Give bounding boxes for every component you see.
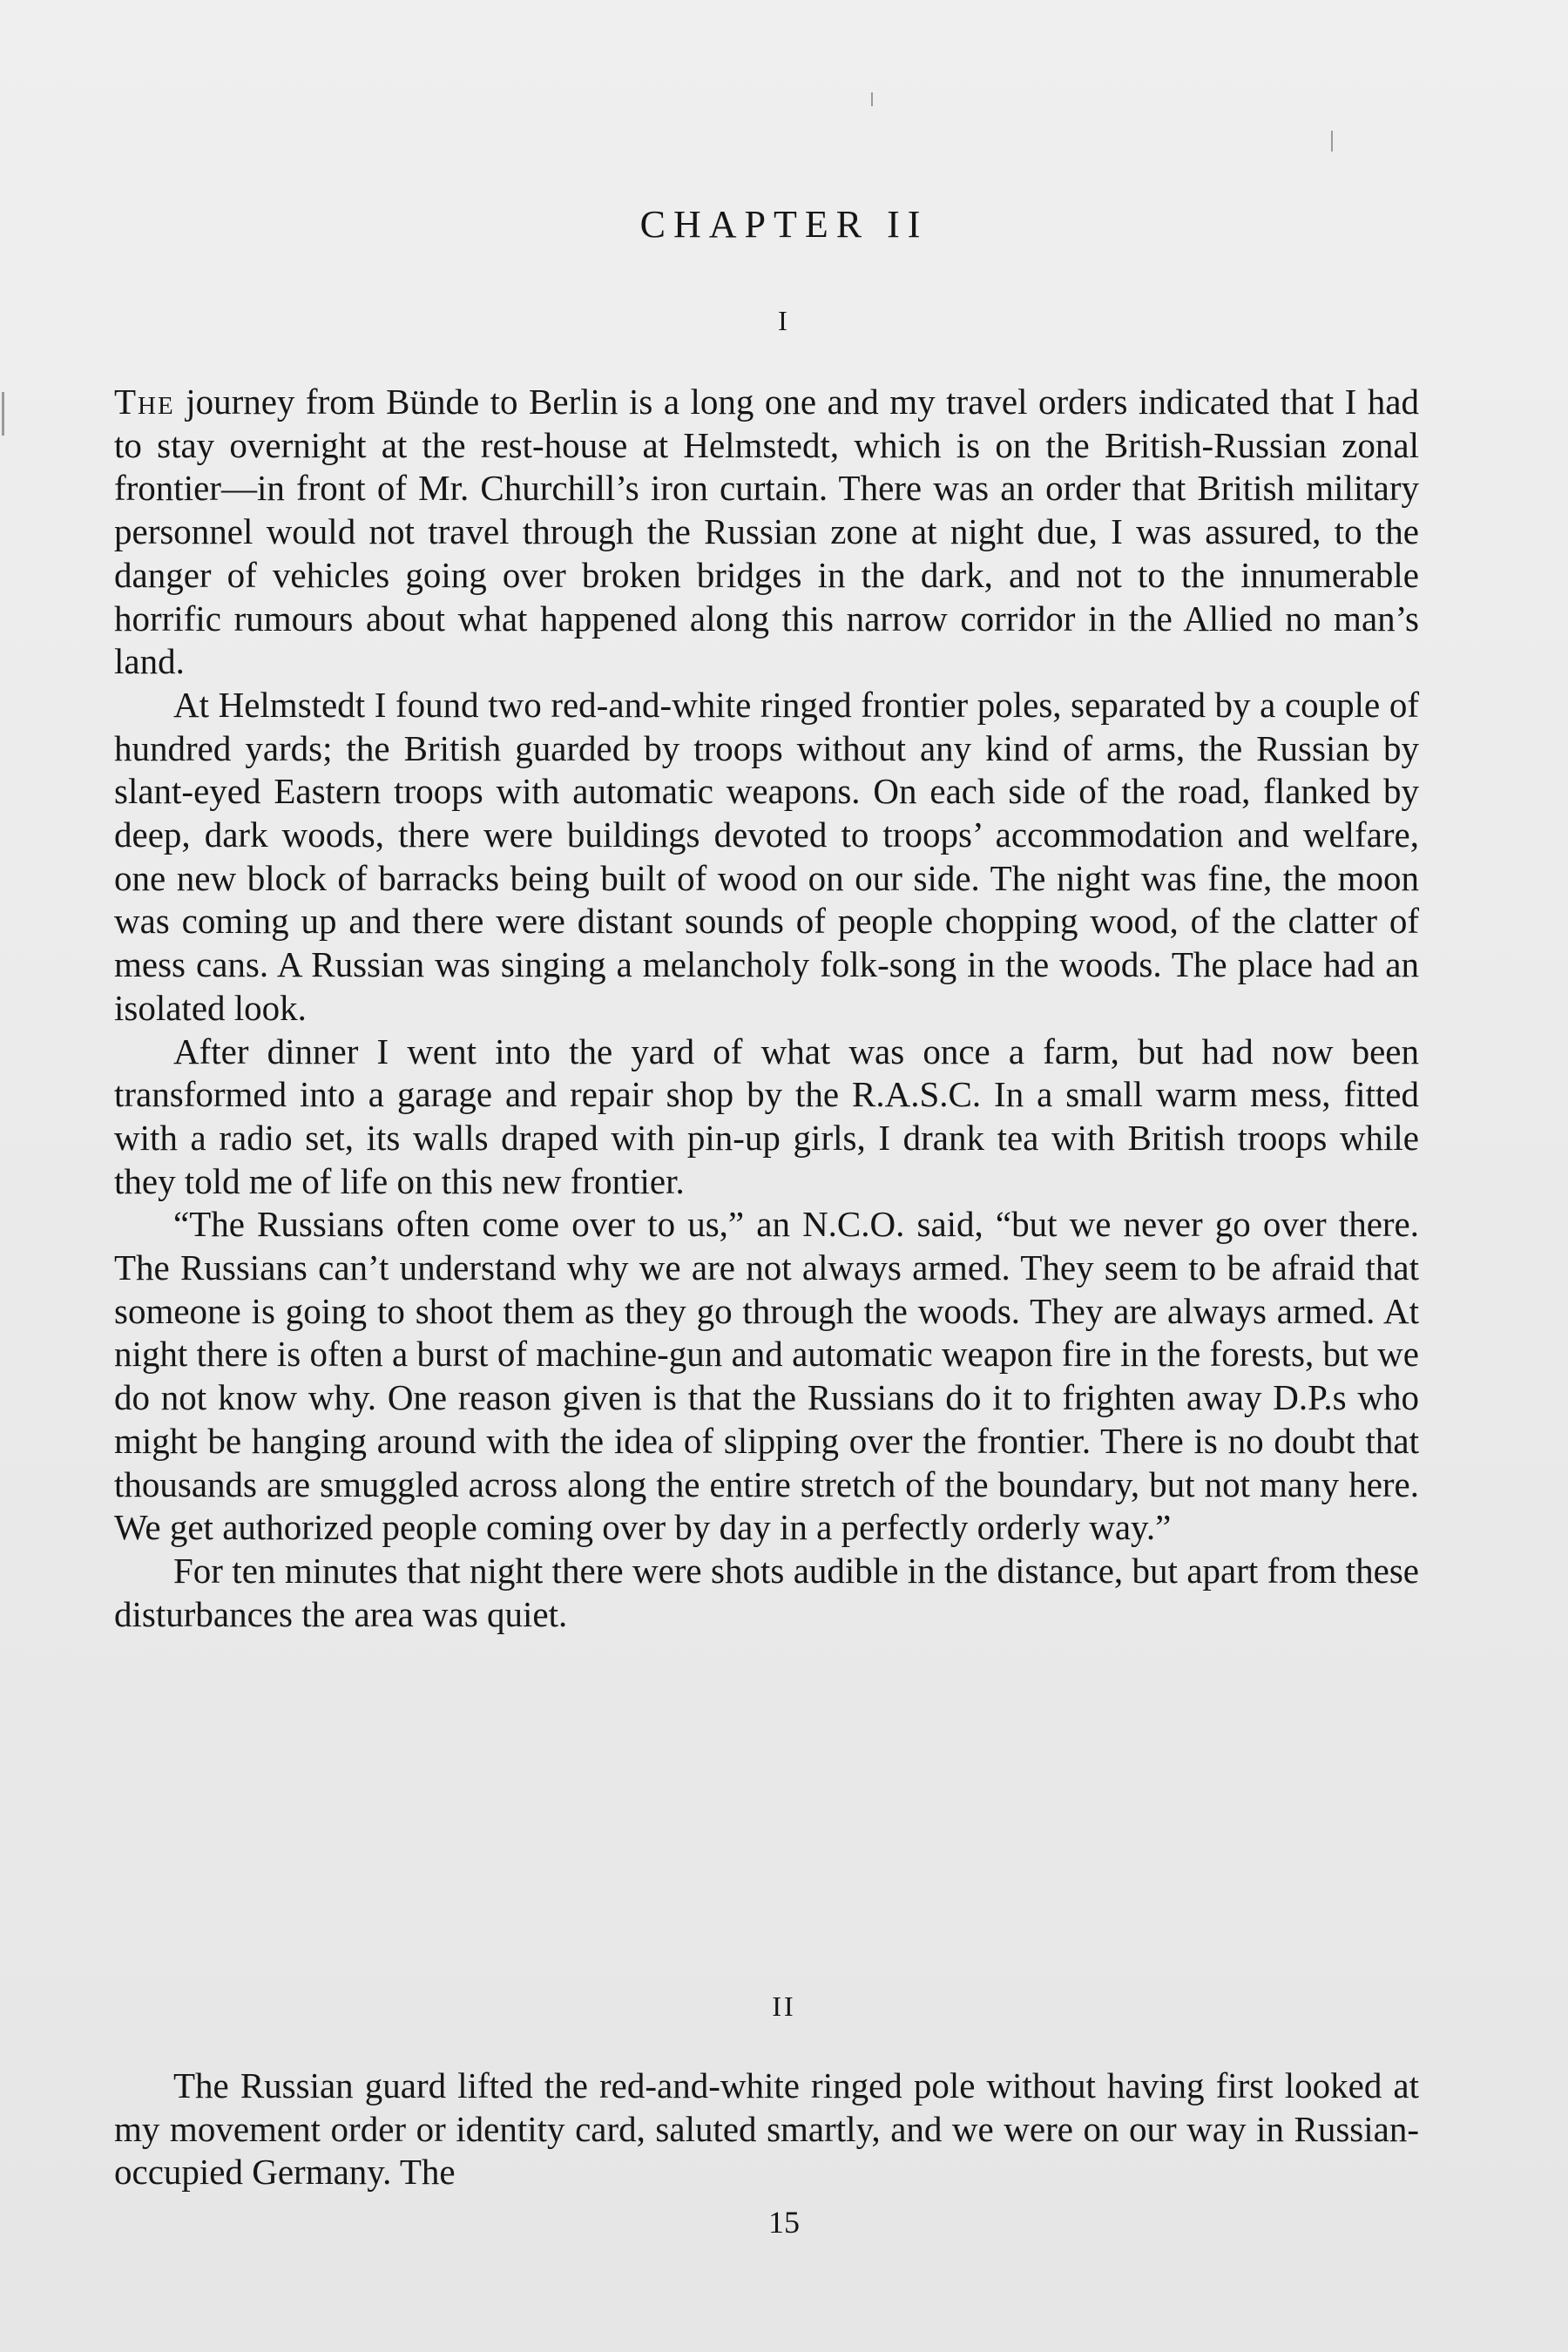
paragraph-text: journey from Bünde to Berlin is a long one and my travel orders indicated that I had to stay overnight at the rest-house at Helmstedt, which is on the British-Russian zonal frontier—in front of Mr. Churchill’s iron curtain. There was an order that British military personnel would not travel through the Russian zone at night due, I was assured, to the danger of vehicles going over broken bridges in the dark, and not to the innumerable horrific rumours about what happened along this narrow corridor in the Allied no man’s land. bbox=[114, 382, 1419, 682]
paragraph: At Helmstedt I found two red-and-white ringed frontier poles, separated by a couple of hundred yards; the British guarded by troops without any kind of arms, the Russian by slant-eyed Eastern troops with automatic weapons. On each side of the road, flanked by deep, dark woods, there were buildings devoted to troops’ accommodation and welfare, one new block of barracks being built of wood on our side. The night was fine, the moon was coming up and there were distant sounds of people chopping wood, of the clatter of mess cans. A Russian was singing a melancholy folk-song in the woods. The place had an isolated look. bbox=[114, 684, 1419, 1028]
section-number: I bbox=[778, 305, 790, 336]
scan-mark-right bbox=[1331, 131, 1333, 152]
drop-word: The bbox=[114, 382, 175, 422]
section-body bbox=[114, 2065, 1419, 2194]
paragraph bbox=[114, 381, 1419, 684]
chapter-title: CHAPTER II bbox=[639, 203, 929, 246]
paragraph: For ten minutes that night there were shots audible in the distance, but apart from these disturbances the area was quiet. bbox=[114, 1550, 1419, 1634]
paragraph: After dinner I went into the yard of what was once a farm, but had now been transformed into a garage and repair shop by the R.A.S.C. In a small warm mess, fitted with a radio set, its walls draped with pin-up girls, I drank tea with British troops while they told me of life on this new frontier. bbox=[114, 1031, 1419, 1201]
section-body bbox=[114, 381, 1419, 1636]
scan-mark-left bbox=[2, 392, 4, 436]
paragraph: “The Russians often come over to us,” an N.C.O. said, “but we never go over there. The Russians can’t understand why we are not always armed. They seem to be afraid that someone is going to shoot them as they go through the woods. They are always armed. At night there is often a burst of machine-gun and automatic weapon fire in the forests, but we do not know why. One reason given is that the Russians do it to frighten away D.P.s who might be hanging around with the idea of slipping over the frontier. There is no doubt that thousands are smuggled across along the entire stretch of the boundary, but not many here. We get authorized people coming over by day in a perfectly orderly way.” bbox=[114, 1204, 1419, 1548]
section-number: II bbox=[772, 1990, 796, 2022]
page-number: 15 bbox=[768, 2205, 800, 2240]
paragraph: The Russian guard lifted the red-and-white ringed pole without having first looked at my movement order or identity card, saluted smartly, and we were on our way in Russian-occupied Germany. The bbox=[114, 2065, 1419, 2193]
scan-mark-top bbox=[871, 92, 873, 106]
